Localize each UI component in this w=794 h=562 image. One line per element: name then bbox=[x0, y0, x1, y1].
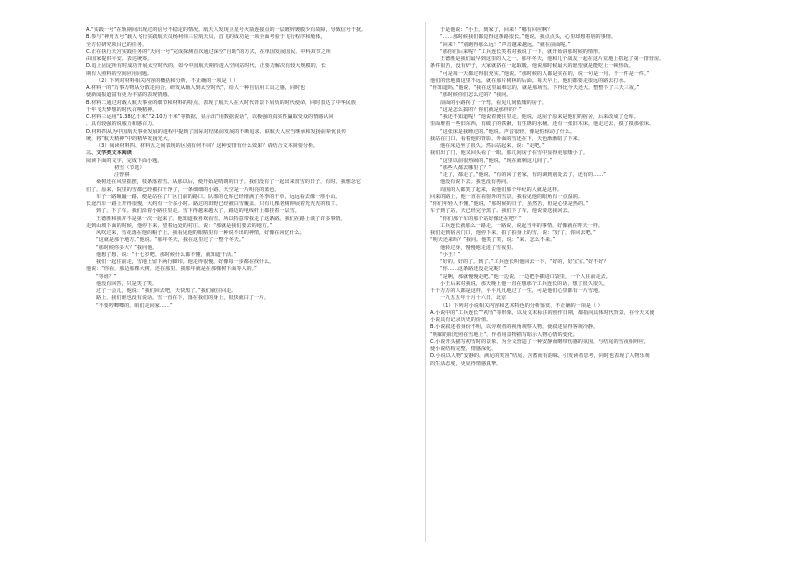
text-line: 于是他说：“小王，到家了，回来！”哪有回应啊？ bbox=[440, 27, 553, 33]
text-line: 他没有说下去。我也没有再问。 bbox=[440, 179, 512, 186]
text-line: 期有人照料的空间应用问题。 bbox=[86, 70, 153, 77]
text-line: 统，将“航天精神”中的精华发扬光大。 bbox=[86, 135, 173, 142]
text-line: A.材料一的“万事万物从分散走向合，研发从载人到太空时代”，给人一种自信用工具之感，同时也 bbox=[86, 85, 306, 91]
text-line: 桑树还在风里摇摆，枝条落着雪。从那以后，便开始是晴朗的日子。我们没有了一起出来赏雪的日子，有时，我想念它 bbox=[96, 179, 361, 186]
text-line: （2）下列对材料相关内容的概括和分析，不正确的一项是（ ） bbox=[96, 77, 239, 84]
text-line: B.参与“神舟五号”载人飞行实践航天员杨利伟三位航天员，首飞的成功是一项全面考验于飞行程序和舱体， bbox=[86, 34, 326, 41]
text-line: C.小说开头描写初雪时的景象，为全文营造了一种安静而略带伤感的氛围，与结尾的雪夜相呼应， bbox=[430, 338, 650, 345]
text-line: “走了，都走了。”他说，“有的回了老家，有的调到别处去了，还有的……” bbox=[440, 172, 606, 178]
text-line: 由国家提供平安。表达统筹。 bbox=[86, 56, 153, 62]
text-line: 王德胜是我们最早到这里的人之一。那年冬天，他和几个战友一起在这片荒地上搭起了第一排营房。 bbox=[440, 56, 665, 62]
text-line: 到了。下了车。我们沿着小路往里走。雪下得越来越大了，路边的电线杆上都挂着一层雪。 bbox=[96, 208, 300, 215]
text-line: “那你们后来呢？”工兵连长笑着对我说了一下，就开始讲那时候的情形。 bbox=[440, 48, 604, 55]
column-divider bbox=[425, 22, 426, 542]
text-line: “这里以前很热闹的，”他说，“现在就剩这几间了。” bbox=[440, 157, 553, 164]
text-line: B.材料二通过对载人航天事业的细节和材料的特点，表现了航天人在大时代背景下肩负的时代使命，同时表达了中华民族 bbox=[86, 99, 356, 106]
text-line: 他转过身，慢慢地走进了雪夜里。 bbox=[440, 244, 517, 251]
text-line: 他们的营地离这里不远，就在那片树林的后面。每天早上，他们都要走很远的路去打水。 bbox=[430, 77, 629, 84]
right-column bbox=[430, 27, 775, 368]
text-line: “这是怎么搞的？你们就是那样的？” bbox=[440, 106, 522, 113]
text-line: 他没有回答，只是笑了笑。 bbox=[96, 280, 158, 287]
text-line: 全方位研究项目已的任务。 bbox=[86, 41, 148, 48]
text-line: “是啊，那就慢慢走吧。”他一边说，一边把手插进口袋里，一个人往前走去。 bbox=[440, 273, 611, 280]
text-line: 小说具有记录历史的价值。 bbox=[430, 317, 492, 323]
text-line: 风吹过来，雪花落在他的帽子上。我看见他的眼睛里有一种说不出的神情，好像在回忆什么。 bbox=[96, 230, 305, 236]
text-line: 三、文学类文本阅读 bbox=[86, 150, 132, 157]
text-line: C.正在执行天宫实践任务的“天问一号”完成探测首次通过深空“自助”的方式，在单国发展国民，中科双节之所 bbox=[86, 48, 331, 55]
text-line: “不要哼唧唧的，咱们走回家……” bbox=[96, 302, 173, 309]
text-line: 车子一路颠簸一路，便是站在了厂区门前的路口。队部的仓库已经堆满了冬季的干草，远远看去像一座小山。 bbox=[96, 193, 341, 200]
text-line: （3）阅读材料四、材料五之间表现的区别有何不同？这种安排有什么效果？请结合文本简要分析。 bbox=[96, 143, 319, 149]
text-line: “小王！” bbox=[440, 251, 461, 258]
text-line: （1）下列对小说相关内容和艺术特色的分析鉴赏，不正确的一项是（ ） bbox=[440, 302, 603, 309]
text-line: 长途汽车一路上开得很慢，大约有一个多小时。路过的田野已经被白雪覆盖，只有几棵老树伸展着光秃秃的枝丫。 bbox=[86, 201, 341, 207]
text-line: ，具有较强的说服力和感召力。 bbox=[86, 121, 158, 128]
text-line: “……那时候我们都觉得这条路很长。”他说。我点点头，心里却想着别的事情。 bbox=[440, 34, 616, 41]
text-line: 我们走到宿舍门口，他停下来，拍了拍身上的雪，说：“好了，你回去吧。” bbox=[430, 230, 596, 236]
text-line: 使小说结构完整，情感深化。 bbox=[430, 346, 497, 352]
text-line: 走到山坡下面的时候，他停下来，望着远处的村庄，说：“那就是我们要去的地方。” bbox=[86, 222, 273, 229]
text-line: “明媚的阳光照在雪地上”，作者用景物描写暗示人物心情的变化。 bbox=[430, 331, 578, 338]
text-line: “回来！”“别跑得那么远！”声音越来越远，“就在前面呢。” bbox=[440, 41, 571, 48]
text-line: 王德胜和我并不是第一次一起来了。他知道我喜欢看雪，所以特意带我走了这条路。我们在路上谈了许多事情。 bbox=[96, 215, 346, 222]
text-line: 一九五五年十月十六日，北京 bbox=[440, 295, 507, 302]
text-line: “你们年轻人不懂，”他说，“那时候的日子，虽然苦，但是心里是热的。” bbox=[430, 201, 589, 207]
text-line: 我们出了门，他又回头看了一眼。那几间房子在雪中显得更加矮小了。 bbox=[430, 150, 588, 157]
text-line: 他说：“你看，那边那棵大树，还在那里。我那年就是在那棵树下面等人的。” bbox=[86, 266, 257, 273]
text-line: “可是每一天都过得很充实。”他说。“那时候的人都是实在的，说一句是一句，干一件是一件。” bbox=[440, 70, 650, 77]
text-line: 阅读下面的文字，完成下面小题。 bbox=[86, 157, 163, 164]
text-line: 初雪（节选） bbox=[114, 164, 145, 171]
text-line: D.追上固定所有时成功开展太空时代的，如今中国航天期待进入空间站时代，正要力解决有较大规模的，长 bbox=[86, 63, 326, 70]
text-line: 千年飞天梦想的时代召唤精神。 bbox=[86, 106, 158, 113]
text-line: “那时候你们怎么过的？”我问。 bbox=[440, 92, 512, 99]
text-line: 车子到了站，天已经完全黑了。我们下了车，他说要送我回去。 bbox=[430, 208, 573, 215]
text-line: C.材料三运用“1.38亿千米”“2.10万千米”等数据，显示出“用数据说话”，以极强的真实性赢取受众的情感认同 bbox=[86, 114, 334, 120]
text-line: “你知道吗，”他说，“我在这里最难忘的，就是那场雪。下得比今天还大，整整下了三天三夜。” bbox=[430, 85, 640, 91]
text-line: A.“实践一号”在轨期间出现过的信号不稳定的情况。航天人发现卫星号火箭连接点的一层镀锌镀膜少有故障，导致信号干扰。 bbox=[86, 27, 367, 33]
text-line: B.小说叙述者身份不明，以旁观者的视角观察人物，使叙述显得客观冷静。 bbox=[430, 324, 599, 331]
text-line: 我们一起往前走，雪地上留下两行脚印。他走得很慢，好像每一步都在找什么。 bbox=[96, 259, 275, 265]
text-line: 他在床边坐了很久。然后站起来，说：“走吧。” bbox=[440, 143, 545, 149]
text-line: 里面堆着一些旧东西，有破了的铁锹，有生锈的水桶，还有一张旧木床。他走过去，摸了摸那张床。 bbox=[430, 121, 655, 128]
text-line: 周围的人都笑了起来，说他们那个年纪的人就是这样。 bbox=[440, 186, 563, 193]
text-line: 回来的路上，他一直在看窗外的雪景。我看见他的眼角有一点湿润。 bbox=[430, 193, 583, 200]
text-line: 千千万万的人都是这样，平平凡凡地过了一生，可是他们心里都有一片雪地。 bbox=[430, 288, 604, 294]
text-line: “这就是那个地方。”他说。“那年冬天，我在这里过了一整个冬天。” bbox=[96, 237, 245, 244]
text-line: 工兵连长就那么一路走，一路说，说起当年的事情，好像就在昨天一样。 bbox=[440, 222, 604, 229]
text-line: 前面的小路拐了一个弯，看见几间低矮的房子。 bbox=[440, 99, 547, 106]
text-line: D.材料四从为中国航天事业发展的进程中提到了国际对结果前发展的不断追求，联航天人应当继承和发扬前辈优良传 bbox=[86, 128, 347, 135]
text-line: 的生活态度，更显得情感真挚。 bbox=[430, 360, 502, 367]
text-line: “等谁？” bbox=[96, 273, 117, 280]
text-line: 他想了想，说：“十七岁吧。那时候什么都不懂，就知道干活。” bbox=[96, 251, 237, 258]
text-line: 我站在门口，看着他的背影。外面的雪还在下，天色渐渐暗了下来。 bbox=[430, 135, 583, 142]
text-line: “你们那个车的那个站好像还在吧？” bbox=[440, 215, 522, 222]
text-line: “明天还来吗？”我问。他笑了笑，说：“来，怎么不来。” bbox=[430, 237, 556, 244]
text-line: “你……这条路还没走完呢！” bbox=[440, 266, 507, 273]
text-line: 过了一会儿，他说：“我们回去吧，天快黑了。”我们就往回走。 bbox=[96, 288, 237, 294]
text-line: 们了。原来，院里的雪都已经被扫干净了，一条细细的小路。天空是一片明亮的蓝色。 bbox=[86, 186, 280, 193]
text-line: “这张床是我睡过的。”他说。声音很轻，像是怕惊动了什么。 bbox=[440, 128, 576, 135]
text-line: 小王后来对我说，那天晚上他一直在想那个工兵连长的话，想了很久很久。 bbox=[440, 280, 609, 287]
text-line: A.小说中的“工兵连长”“初雪”等形象，以及文末标注的创作日期，都指向具体时代背景，在今天又使 bbox=[430, 309, 655, 316]
text-line: 汪曾祺 bbox=[114, 172, 130, 178]
text-line: “那时候你多大？”我问他。 bbox=[96, 244, 158, 251]
text-line: D.小说以人物“安静的、满足的笑容”结尾，含蓄而有韵味，引发读者思考，同时也表现了人物乐观 bbox=[430, 353, 650, 360]
text-line: “我还不知道呢！”他说着便往里走。他说，这屋子原来是他们的宿舍，后来改成了仓库。 bbox=[440, 114, 639, 120]
text-line: “那些人都去哪里了？” bbox=[440, 164, 492, 171]
text-line: 条件很苦，没有炉子，大家就挤在一起取暖。他说那时候最大的愿望就是能吃上一顿热饭。 bbox=[430, 63, 634, 70]
left-column bbox=[86, 27, 431, 310]
text-line: “好的。好的了。到了。”工兵连长叫他回去一下，“好的，好宝宝。”好不好？ bbox=[440, 259, 609, 265]
text-line: 使新闻报道富有更为丰富的表现情感。 bbox=[86, 92, 173, 99]
text-line: 路上，我们谁也没有说话。雪一直在下，落在我们的身上，很快就白了一片。 bbox=[96, 295, 270, 302]
